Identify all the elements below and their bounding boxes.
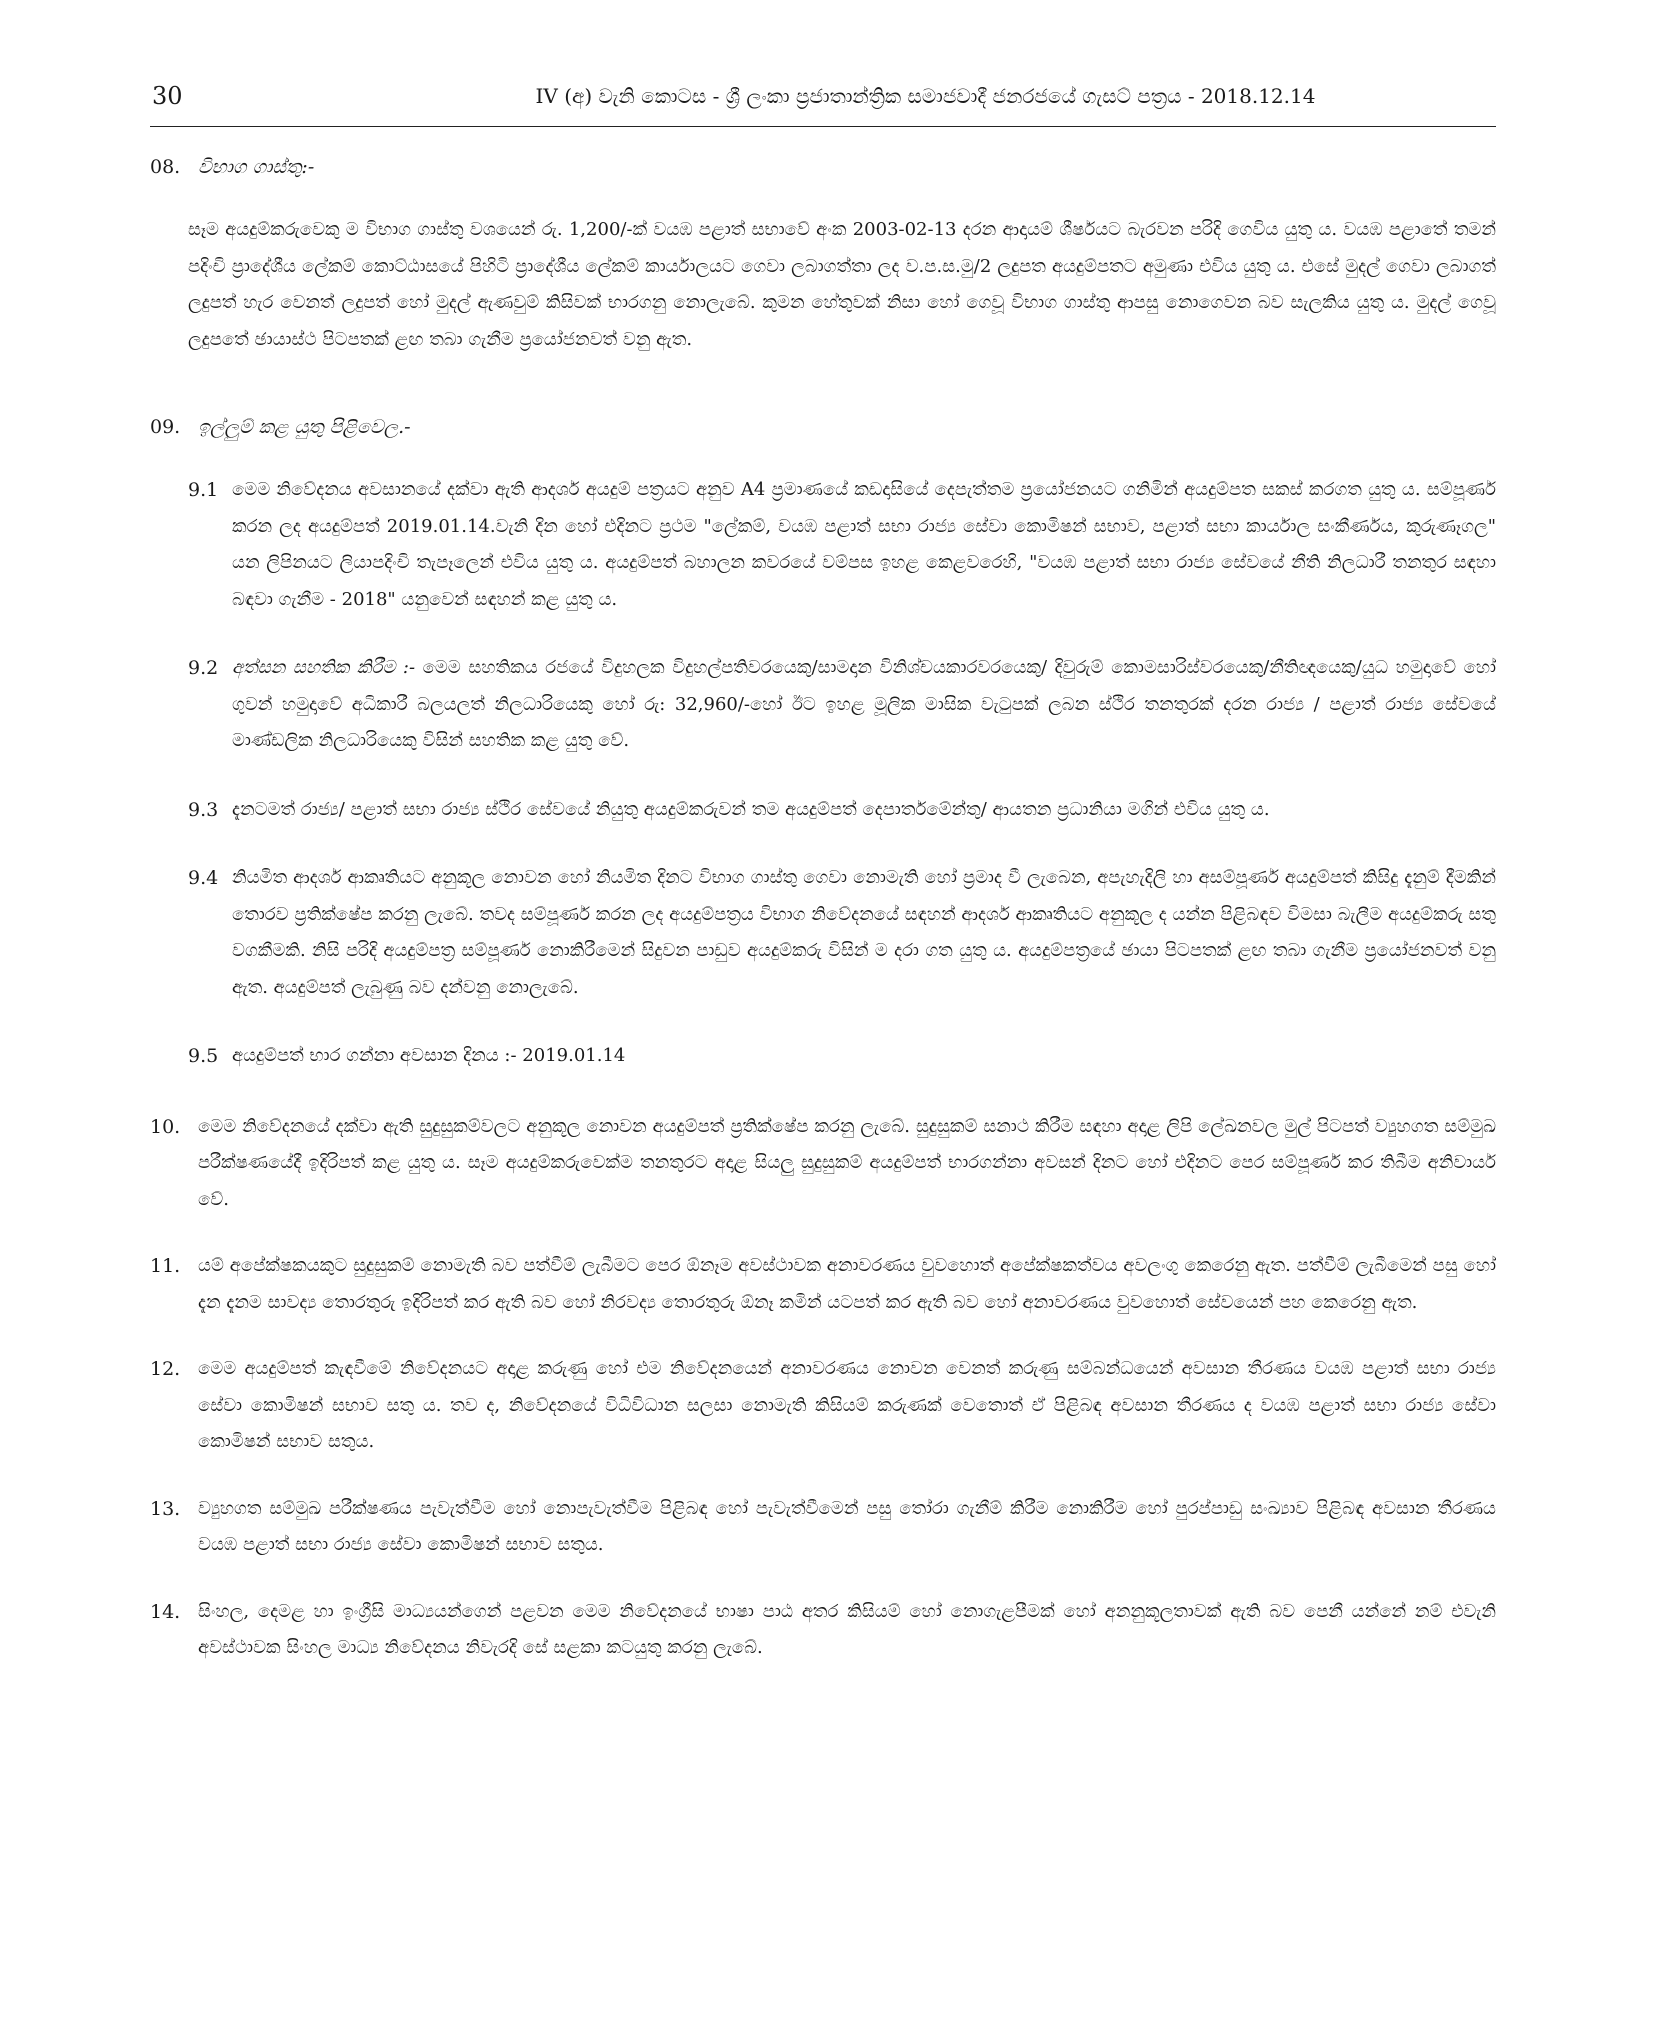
section-text: මෙම නිවේදනයේ දක්වා ඇති සුදුසුකම්වලට අනුකූල නොවන අයදුම්පත් ප්‍රතික්ෂේප කරනු ලැබේ. සුදුසුකම් සනාථ කිරීම සඳහා අදාළ ලිපි ලේඛනවල මුල් පිටපත් ව්‍යුහගත සම්මුඛ පරීක්ෂණයේදී ඉදිරිපත් කළ යුතු ය. සෑම අයදුම්කරුවෙක්ම තනතුරට අදාළ සියලු සුදුසුකම් අයදුම්පත් භාරගන්නා අවසන් දිනට හෝ එදිනට පෙර සම්පූර්ණ කර තිබීම අනිවාර්ය වේ. [198,1115,1496,1210]
subsection-text: මෙම සහතිකය රජයේ විදුහලක විදුහල්පතිවරයෙකු/සාමදාන විනිශ්චයකාරවරයෙකු/ දිවුරුම් කොමසාරිස්වරයෙකු/නීතිඥයෙකු/යුධ හමුදාවේ හෝ ගුවන් හමුදාවේ අධිකාරී බලයලත් නිලධාරියෙකු හෝ රු: 32,960/-හෝ ඊට ඉහළ මූලික මාසික වැටුපක් ලබන ස්ථිර තනතුරක් දරන රාජ්‍ය / පළාත් රාජ්‍ය සේවයේ මාණ්ඩලික නිලධාරියෙකු විසින් සහතික කළ යුතු වේ. [232,657,1496,751]
section-08-paragraph: සෑම අයදුම්කරුවෙකු ම විභාග ගාස්තු වශයෙන් රු. 1,200/-ක් වයඹ පළාත් සභාවේ අංක 2003-02-13 දරන ආදායම් ශීර්ෂයට බැරවන පරිදි ගෙවිය යුතු ය. වයඹ පළාතේ තමන් පදිංචි ප්‍රාදේශීය ලේකම් කොට්ඨාසයේ පිහිටි ප්‍රාදේශීය ලේකම් කාර්යාලයට ගෙවා ලබාගත්තා ලද ව.ප.ස.මු/2 ලදුපත අයදුම්පතට අමුණා එවිය යුතු ය. එසේ මුදල් ගෙවා ලබාගත් ලදුපත් හැර වෙනත් ලදුපත් හෝ මුදල් ඇණවුම් කිසිවක් භාරගනු නොලැබේ. කුමන හේතුවක් නිසා හෝ ගෙවූ විභාග ගාස්තු ආපසු නොගෙවන බව සැලකිය යුතු ය. මුදල් ගෙවූ ලදුපතේ ඡායාස්ථ පිටපතක් ළඟ තබා ගැනීම ප්‍රයෝජනවත් වනු ඇත. [188,219,1496,350]
section-title: විභාග ගාස්තු:- [198,156,315,178]
subsection-lead: අත්සන සහතික කිරීම :- [232,657,416,678]
page-header [150,78,1496,127]
page-number: 30 [152,82,183,110]
section-text: මෙම අයදුම්පත් කැඳවීමේ නිවේදනයට අදාළ කරුණු හෝ එම නිවේදනයෙන් අනාවරණය නොවන වෙනත් කරුණු සම්බන්ධයෙන් අවසාන තීරණය වයඹ පළාත් සභා රාජ්‍ය සේවා කොමිෂන් සභාව සතු ය. තව ද, නිවේදනයේ විධිවිධාන සලසා නොමැති කිසියම් කරුණක් වෙතොත් ඒ පිළිබඳ අවසාන තීරණය ද වයඹ පළාත් සභා රාජ්‍ය සේවා කොමිෂන් සභාව සතුය. [198,1358,1496,1452]
subsection-text: මෙම නිවේදනය අවසානයේ දක්වා ඇති ආදර්ශ අයදුම් පත්‍රයට අනුව A4 ප්‍රමාණයේ කඩදාසියේ දෙපැත්තම ප්‍රයෝජනයට ගනිමින් අයදුම්පත සකස් කරගත යුතු ය. සම්පූර්ණ කරන ලද අයදුම්පත් 2019.01.14.වැනි දින හෝ එදිනට ප්‍රථම "ලේකම්, වයඹ පළාත් සභා රාජ්‍ය සේවා කොමිෂන් සභාව, පළාත් සභා කාර්යාල සංකීර්ණය, කුරුණෑගල" යන ලිපිනයට ලියාපදිංචි තැපෑලෙන් එවිය යුතු ය. අයදුම්පත් බහාලන කවරයේ වම්පස ඉහළ කෙළවරෙහි, "වයඹ පළාත් සභා රාජ්‍ය සේවයේ නීති නිලධාරී තනතුර සඳහා බඳවා ගැනීම - 2018" යනුවෙන් සඳහන් කළ යුතු ය. [232,479,1496,610]
subsection-9-3 [188,792,1496,829]
subsection-number: 9.5 [188,1045,219,1067]
subsection-text: අයදුම්පත් භාර ගන්නා අවසාන දිනය :- 2019.01.14 [232,1045,626,1066]
section-number: 08. [150,156,181,178]
section-number: 12. [150,1358,181,1380]
section-08-heading [150,150,1496,184]
subsection-9-1 [188,472,1496,618]
section-11 [150,1248,1496,1321]
subsection-text: නියමිත ආදර්ශ ආකෘතියට අනුකූල නොවන හෝ නියමිත දිනට විභාග ගාස්තු ගෙවා නොමැති හෝ ප්‍රමාද වී ලැබෙන, අපැහැදිලි හා අසම්පූර්ණ අයදුම්පත් කිසිදු දැනුම් දීමකින් තොරව ප්‍රතික්ෂේප කරනු ලැබේ. තවද සම්පූර්ණ කරන ලද අයදුම්පත්‍රය විභාග නිවේදනයේ සඳහන් ආදර්ශ ආකෘතියට අනුකූල ද යන්න පිළිබඳව විමසා බැලීම අයදුම්කරු සතු වගකීමකි. නිසි පරිදි අයදුම්පත්‍ර සම්පූර්ණ නොකිරීමෙන් සිදුවන පාඩුව අයදුම්කරු විසින් ම දරා ගත යුතු ය. අයදුම්පත්‍රයේ ඡායා පිටපතක් ළඟ තබා ගැනීම ප්‍රයෝජනවත් වනු ඇත. අයදුම්පත් ලැබුණු බව දන්වනු නොලැබේ. [232,867,1496,998]
gazette-title: IV (අ) වැනි කොටස - ශ්‍රී ලංකා ප්‍රජාතාන්ත්‍රික සමාජවාදී ජනරජයේ ගැසට් පත්‍රය - 2018.12.14 [535,84,1316,108]
section-10 [150,1109,1496,1219]
subsection-number: 9.2 [188,657,219,679]
document-body [150,150,1496,1697]
subsection-text: දැනටමත් රාජ්‍ය/ පළාත් සභා රාජ්‍ය ස්ථිර සේවයේ නියුතු අයදුම්කරුවන් තම අයදුම්පත් දෙපාර්තමේන්තු/ ආයතන ප්‍රධානියා මගින් එවිය යුතු ය. [232,798,1270,820]
section-14 [150,1594,1496,1667]
subsection-number: 9.4 [188,867,219,889]
subsection-9-5 [188,1038,1496,1075]
section-number: 14. [150,1600,181,1623]
section-title: ඉල්ලුම් කළ යුතු පිළිවෙල.- [198,416,411,438]
subsection-number: 9.3 [188,798,219,821]
section-number: 13. [150,1497,181,1520]
subsection-9-4 [188,860,1496,1006]
section-number: 10. [150,1115,181,1138]
section-12 [150,1351,1496,1461]
section-09-heading [150,410,1496,444]
section-13 [150,1491,1496,1564]
subsection-9-2 [188,650,1496,760]
section-text: ව්‍යුහගත සම්මුඛ පරීක්ෂණය පැවැත්වීම හෝ නොපැවැත්වීම පිළිබඳ හෝ පැවැත්වීමෙන් පසු තෝරා ගැනීම් කිරීම නොකිරීම හෝ පුරප්පාඩු සංඛ්‍යාව පිළිබඳ අවසාන තීරණය වයඹ පළාත් සභා රාජ්‍ය සේවා කොමිෂන් සභාව සතුය. [198,1497,1496,1555]
section-number: 09. [150,416,181,438]
section-number: 11. [150,1255,181,1277]
subsection-number: 9.1 [188,479,219,501]
section-text: සිංහල, දෙමළ හා ඉංග්‍රීසි මාධ්‍යයන්ගෙන් පළවන මෙම නිවේදනයේ භාෂා පාඨ අතර කිසියම් හෝ නොගැළපීමක් හෝ අනනුකූලතාවක් ඇති බව පෙනී යන්නේ නම් එවැනි අවස්ථාවක සිංහල මාධ්‍ය නිවේදනය නිවැරදි සේ සළකා කටයුතු කරනු ලැබේ. [198,1600,1496,1658]
section-text: යම් අපේක්ෂකයකුට සුදුසුකම් නොමැති බව පත්වීම් ලැබීමට පෙර ඕනෑම අවස්ථාවක අනාවරණය වුවහොත් අපේක්ෂකත්වය අවලංගු කෙරෙනු ඇත. පත්වීම් ලැබීමෙන් පසු හෝ දැන දැනම සාවද්‍ය තොරතුරු ඉදිරිපත් කර ඇති බව හෝ නිරවද්‍ය තොරතුරු ඕනෑ කමින් යටපත් කර ඇති බව හෝ අනාවරණය වුවහොත් සේවයෙන් පහ කෙරෙනු ඇත. [198,1255,1496,1313]
subsection-body [232,650,1496,760]
